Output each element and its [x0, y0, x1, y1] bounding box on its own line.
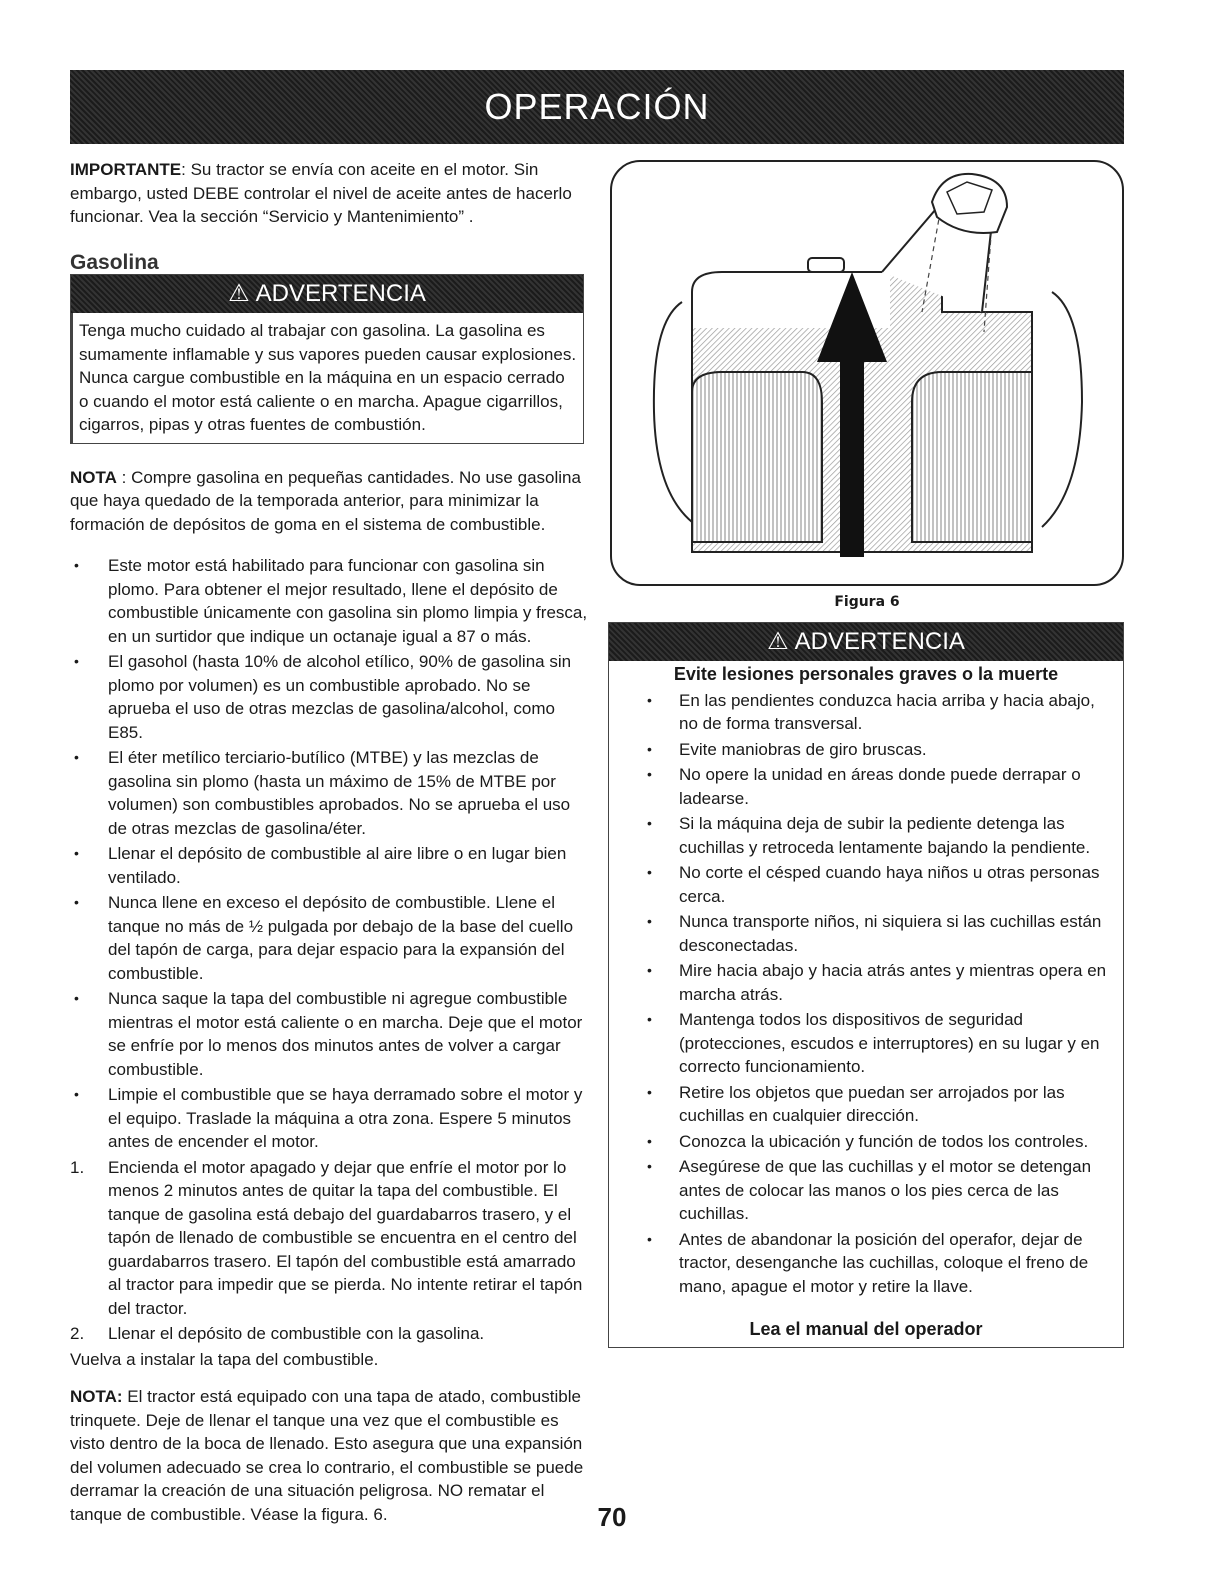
step-text: Encienda el motor apagado y dejar que enfríe el motor por lo menos 2 minutos antes de quitar la tapa del combustible. El tanque de gasolina está debajo del guardabarros trasero, y el tapón de llenado de combustible se encuentra en el centro del guardabarros trasero. El tapón del combustible está amarrado al tractor para impedir que se pierda. No intente retirar el tapón del tractor.: [108, 1157, 583, 1318]
step-number: 1.: [70, 1157, 85, 1177]
section-heading: Gasolina: [70, 250, 159, 274]
list-item: • Conozca la ubicación y función de todos los controles.: [609, 1130, 1113, 1154]
warning-triangle-icon: ⚠: [228, 280, 250, 308]
list-item: • Si la máquina deja de subir la pediente detenga las cuchillas y retroceda lentamente bajando la pendiente.: [609, 812, 1113, 859]
list-item: • El éter metílico terciario-butílico (MTBE) y las mezclas de gasolina sin plomo (hasta un máximo de 15% de MTBE por volumen) son combustibles aprobados. No se aprueba el uso de otras mezclas de gasolina/éter.: [70, 746, 590, 840]
fuel-tank-illustration: [612, 162, 1122, 584]
safety-warning-header: [609, 623, 1123, 661]
nota-2-text: El tractor está equipado con una tapa de atado, combustible trinquete. Deje de llenar el tanque una vez que el combustible es visto dentro de la boca de llenado. Esto asegura que una expansión del volumen adecuado se crea lo contrario, el combustible se puede derramar la creación de una situación peligrosa. NO rematar el tanque de combustible. Véase la figura. 6.: [70, 1387, 584, 1524]
banner-title: OPERACIÓN: [484, 86, 710, 127]
list-item: • Evite maniobras de giro bruscas.: [609, 738, 1113, 762]
list-item: • Mire hacia abajo y hacia atrás antes y mientras opera en marcha atrás.: [609, 959, 1113, 1006]
page-banner: [70, 70, 1124, 144]
nota-paragraph: [70, 466, 590, 537]
reinstall-cap-text: Vuelva a instalar la tapa del combustible.: [70, 1349, 379, 1369]
list-item: • No corte el césped cuando haya niños u otras personas cerca.: [609, 861, 1113, 908]
list-item: • En las pendientes conduzca hacia arriba y hacia abajo, no de forma transversal.: [609, 689, 1113, 736]
nota-2-label: NOTA:: [70, 1387, 123, 1406]
intro-label: IMPORTANTE: [70, 160, 182, 179]
fuel-warning-body: Tenga mucho cuidado al trabajar con gasolina. La gasolina es sumamente inflamable y sus vapores pueden causar explosiones. Nunca cargue combustible en la máquina en un espacio cerrado o cuando el motor está caliente o en marcha. Apague cigarrillos, cigarros, pipas y otras fuentes de combustión.: [71, 313, 583, 443]
figure-6-frame: [610, 160, 1124, 586]
fuel-bullet-list: [70, 554, 590, 1154]
fuel-steps-list: [70, 1156, 590, 1346]
list-item: • Retire los objetos que puedan ser arrojados por las cuchillas en cualquier dirección.: [609, 1081, 1113, 1128]
step-item: [70, 1322, 590, 1346]
intro-paragraph: [70, 158, 590, 229]
safety-warning-subtitle: Evite lesiones personales graves o la muerte: [673, 664, 1059, 684]
list-item: • Nunca saque la tapa del combustible ni agregue combustible mientras el motor está caliente o en marcha. Deje que el motor se enfríe por lo menos dos minutos antes de volver a cargar combustible.: [70, 987, 590, 1081]
list-item: • Antes de abandonar la posición del operafor, dejar de tractor, desenganche las cuchillas, coloque el freno de mano, apague el motor y retire la llave.: [609, 1228, 1113, 1299]
list-item: • Nunca transporte niños, ni siquiera si las cuchillas están desconectadas.: [609, 910, 1113, 957]
intro-text: : Su tractor se envía con aceite en el motor. Sin embargo, usted DEBE controlar el nivel de aceite antes de hacerlo funcionar. Vea la sección “Servicio y Mantenimiento” .: [70, 160, 572, 226]
fuel-warning-header: [71, 275, 583, 313]
nota-label: NOTA: [70, 467, 117, 487]
warning-triangle-icon: ⚠: [767, 628, 789, 656]
figure-caption: Figura 6: [834, 594, 900, 610]
nota-text: : Compre gasolina en pequeñas cantidades. No use gasolina que haya quedado de la temporada anterior, para minimizar la formación de depósitos de goma en el sistema de combustible.: [70, 467, 581, 534]
list-item: • El gasohol (hasta 10% de alcohol etílico, 90% de gasolina sin plomo por volumen) es un combustible aprobado. No se aprueba el uso de otras mezclas de gasolina/alcohol, como E85.: [70, 650, 590, 744]
safety-warning-footer: Lea el manual del operador: [749, 1318, 983, 1339]
list-item: • Mantenga todos los dispositivos de seguridad (protecciones, escudos e interruptores) en su lugar y en correcto funcionamiento.: [609, 1008, 1113, 1079]
step-text: Llenar el depósito de combustible con la gasolina.: [108, 1324, 485, 1343]
list-item: • Limpie el combustible que se haya derramado sobre el motor y el equipo. Traslade la máquina a otra zona. Espere 5 minutos antes de encender el motor.: [70, 1083, 590, 1154]
fuel-warning-title: ADVERTENCIA: [255, 280, 426, 308]
list-item: • Asegúrese de que las cuchillas y el motor se detengan antes de colocar las manos o los pies cerca de las cuchillas.: [609, 1155, 1113, 1226]
list-item: • Nunca llene en exceso el depósito de combustible. Llene el tanque no más de ½ pulgada por debajo de la base del cuello del tapón de carga, para dejar espacio para la expansión del combustible.: [70, 891, 590, 985]
safety-bullet-list: [609, 689, 1123, 1299]
safety-warning-box: [608, 622, 1124, 1348]
list-item: • No opere la unidad en áreas donde puede derrapar o ladearse.: [609, 763, 1113, 810]
left-column: [70, 158, 590, 1526]
list-item: • Llenar el depósito de combustible al aire libre o en lugar bien ventilado.: [70, 842, 590, 889]
list-item: • Este motor está habilitado para funcionar con gasolina sin plomo. Para obtener el mejor resultado, llene el depósito de combustible únicamente con gasolina sin plomo limpia y fresca, en un surtidor que indique un octanaje igual a 87 o más.: [70, 554, 590, 648]
step-item: [70, 1156, 590, 1321]
fuel-warning-box: [70, 274, 584, 444]
safety-warning-title: ADVERTENCIA: [794, 628, 965, 656]
page-number: 70: [597, 1502, 627, 1532]
step-number: 2.: [70, 1324, 85, 1343]
